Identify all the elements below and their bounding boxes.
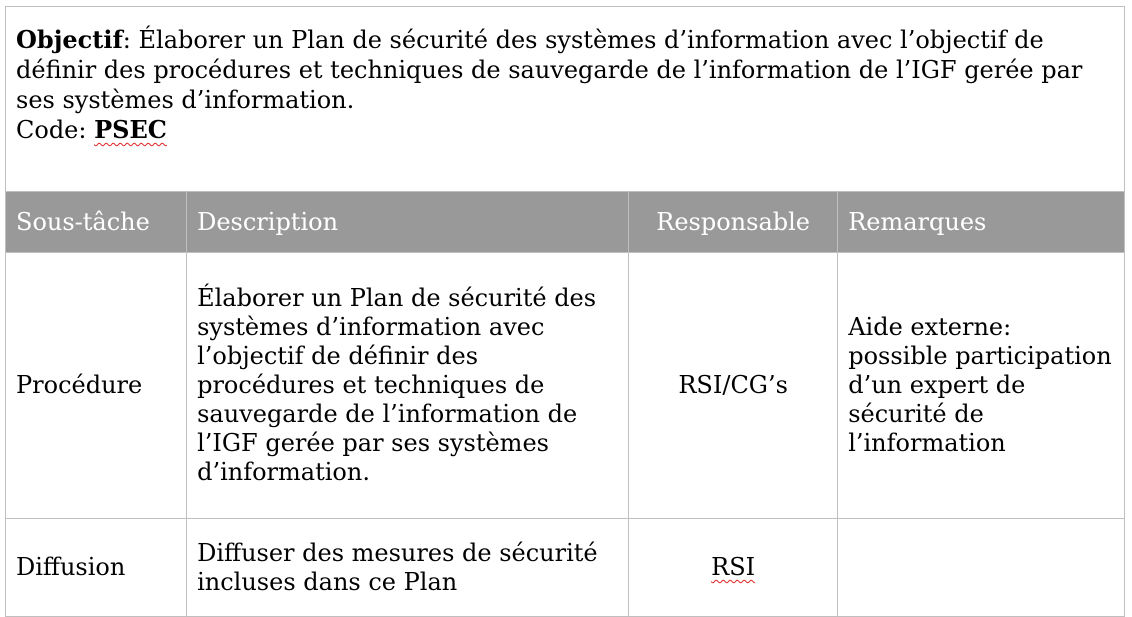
header-description: Description xyxy=(187,192,629,253)
objective-text: : Élaborer un Plan de sécurité des systèmes d’information avec l’objectif de définir des procédures et techniques de sauvegarde de l’information de l’IGF gerée par ses systèmes d’information. xyxy=(16,26,1083,114)
cell-responsible xyxy=(629,519,838,617)
objective-label: Objectif xyxy=(16,25,123,54)
cell-remarks: Aide externe: possible participation d’un expert de sécurité de l’information xyxy=(838,253,1125,519)
table-row xyxy=(6,253,1125,519)
task-table xyxy=(5,6,1125,617)
header-remarks: Remarques xyxy=(838,192,1125,253)
objective-cell xyxy=(6,7,1125,192)
cell-description: Diffuser des mesures de sécurité incluses dans ce Plan xyxy=(187,519,629,617)
header-responsible: Responsable xyxy=(629,192,838,253)
code-label: Code: xyxy=(16,116,95,144)
header-subtask: Sous-tâche xyxy=(6,192,187,253)
objective-row xyxy=(6,7,1125,192)
cell-subtask: Diffusion xyxy=(6,519,187,617)
cell-subtask: Procédure xyxy=(6,253,187,519)
cell-remarks xyxy=(838,519,1125,617)
table-row xyxy=(6,519,1125,617)
table-header-row xyxy=(6,192,1125,253)
code-value: PSEC xyxy=(94,115,167,144)
cell-responsible: RSI/CG’s xyxy=(629,253,838,519)
cell-description: Élaborer un Plan de sécurité des systèmes d’information avec l’objectif de définir des procédures et techniques de sauvegarde de l’information de l’IGF gerée par ses systèmes d’information. xyxy=(187,253,629,519)
responsible-value: RSI xyxy=(711,553,756,581)
